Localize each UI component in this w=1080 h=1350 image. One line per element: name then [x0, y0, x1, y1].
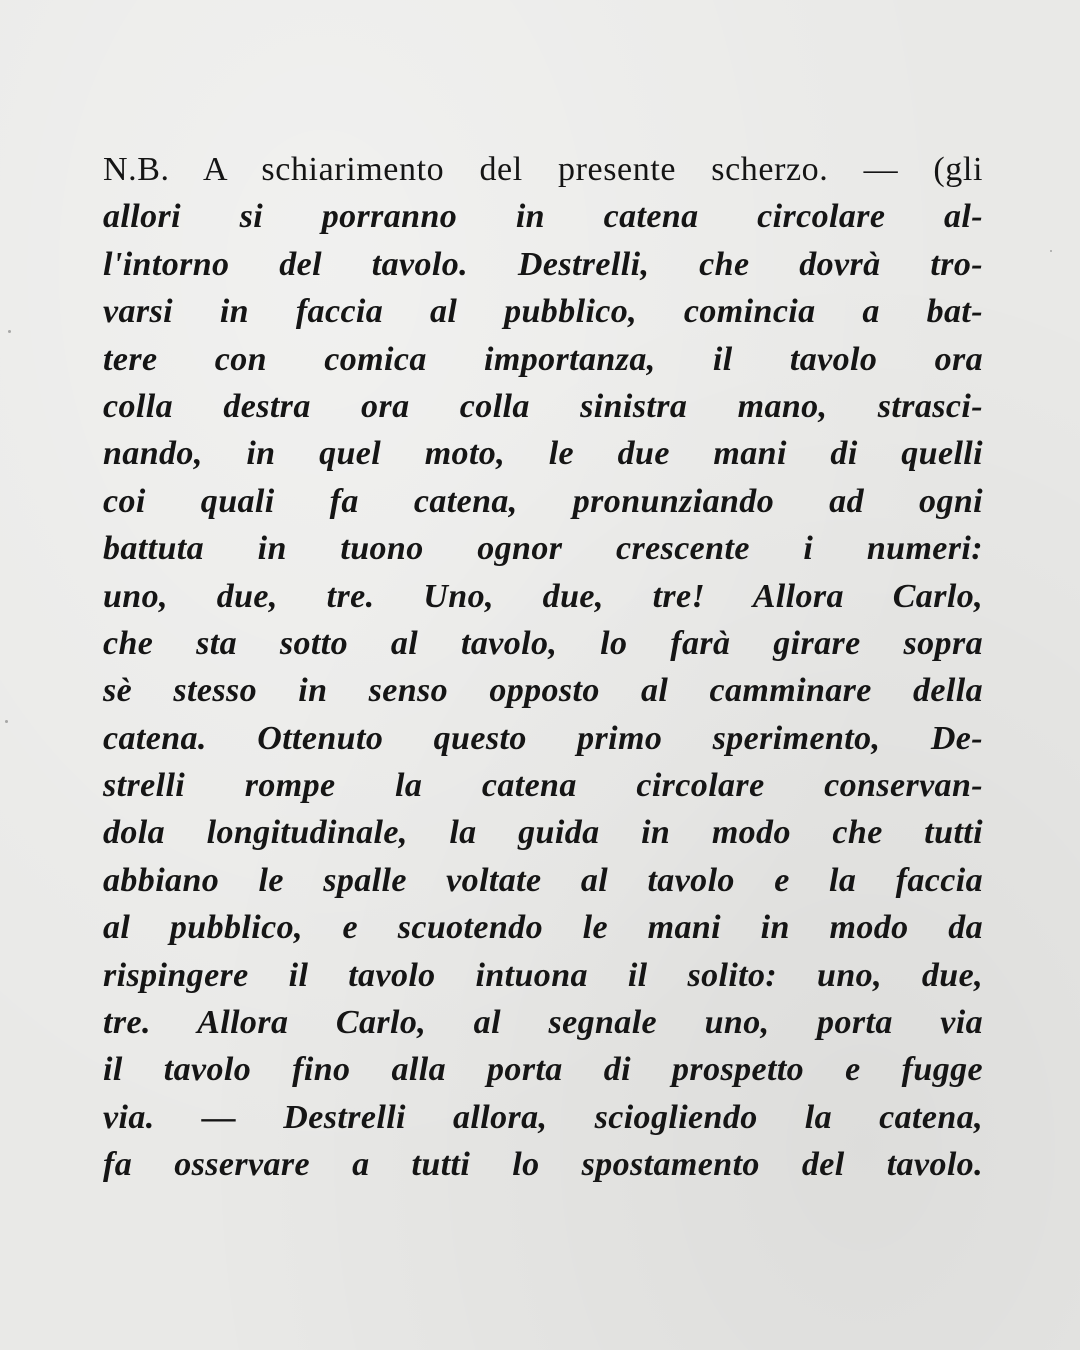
text-line: battuta in tuono ognor crescente i numeri:	[103, 530, 983, 568]
italian-text-passage	[103, 146, 983, 1189]
text-line: catena. Ottenuto questo primo sperimento, De-	[103, 719, 983, 757]
paper-speck	[1050, 250, 1052, 252]
text-line: varsi in faccia al pubblico, comincia a bat-	[103, 293, 983, 331]
text-line: nando, in quel moto, le due mani di quelli	[103, 435, 983, 473]
text-line: il tavolo fino alla porta di prospetto e fugge	[103, 1051, 983, 1089]
text-line: coi quali fa catena, pronunziando ad ogni	[103, 482, 983, 520]
text-line: sè stesso in senso opposto al camminare della	[103, 672, 983, 710]
paper-speck	[5, 720, 8, 723]
text-line: dola longitudinale, la guida in modo che tutti	[103, 814, 983, 852]
text-line: rispingere il tavolo intuona il solito: uno, due,	[103, 956, 983, 994]
text-line: tre. Allora Carlo, al segnale uno, porta via	[103, 1004, 983, 1042]
text-line: uno, due, tre. Uno, due, tre! Allora Carlo,	[103, 577, 983, 615]
text-line: strelli rompe la catena circolare conservan-	[103, 767, 983, 805]
text-line: che sta sotto al tavolo, lo farà girare sopra	[103, 624, 983, 662]
text-line: fa osservare a tutti lo spostamento del tavolo.	[103, 1146, 983, 1184]
text-line: via. — Destrelli allora, sciogliendo la catena,	[103, 1098, 983, 1136]
text-line: N.B. A schiarimento del presente scherzo. — (gli	[103, 151, 983, 188]
text-line: al pubblico, e scuotendo le mani in modo da	[103, 909, 983, 947]
text-line: tere con comica importanza, il tavolo ora	[103, 340, 983, 378]
text-line: colla destra ora colla sinistra mano, strasci-	[103, 387, 983, 425]
paper-speck	[8, 330, 11, 333]
text-line: allori si porranno in catena circolare al-	[103, 198, 983, 236]
text-line: l'intorno del tavolo. Destrelli, che dovrà tro-	[103, 245, 983, 283]
text-line: abbiano le spalle voltate al tavolo e la faccia	[103, 861, 983, 899]
